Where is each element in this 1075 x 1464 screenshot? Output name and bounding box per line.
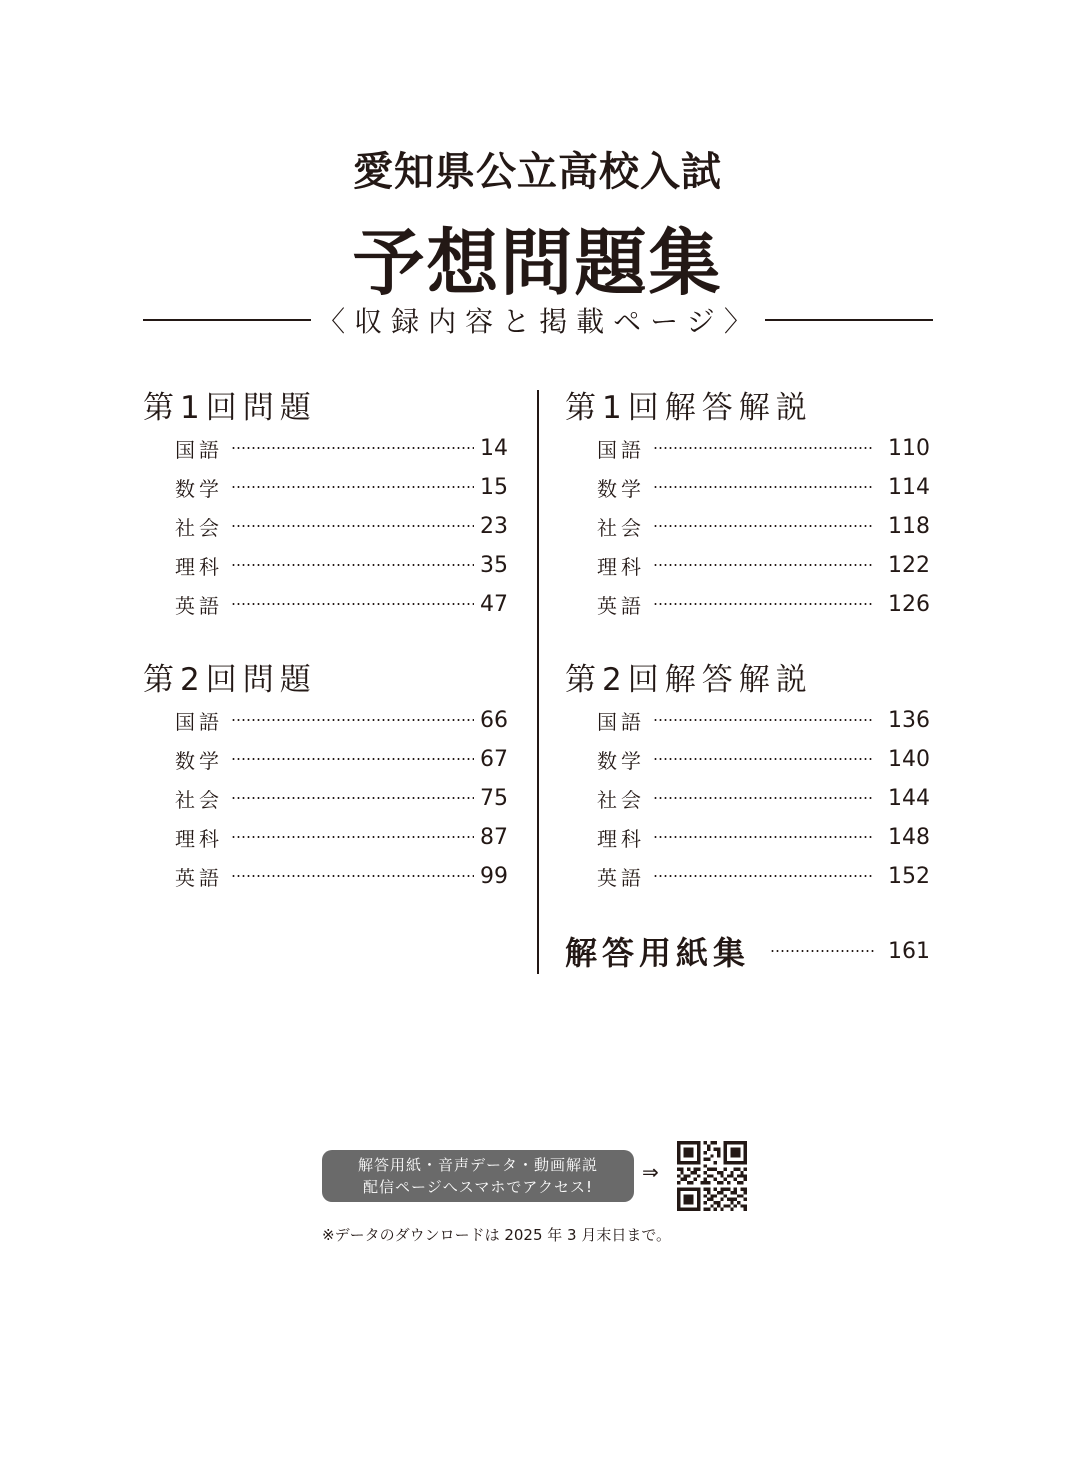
toc-subject: 社会 — [175, 787, 223, 812]
toc-subject: 英語 — [175, 593, 223, 618]
leader-dots — [231, 797, 474, 799]
leader-dots — [231, 564, 474, 566]
section-title: 第1回解答解説 — [565, 390, 813, 426]
toc-subject: 国語 — [175, 437, 223, 462]
leader-dots — [653, 447, 874, 449]
leader-dots — [231, 836, 474, 838]
answer-sheet-entry — [565, 928, 930, 974]
leader-dots — [770, 950, 874, 952]
toc-row — [175, 550, 508, 580]
toc-subject: 国語 — [597, 709, 645, 734]
toc-row — [597, 550, 930, 580]
toc-subject: 英語 — [597, 865, 645, 890]
toc-subject: 数学 — [175, 748, 223, 773]
toc-subject: 英語 — [175, 865, 223, 890]
toc-page: 23 — [480, 513, 508, 539]
right-section-1 — [565, 388, 931, 428]
toc-subject: 理科 — [175, 826, 223, 851]
section-title: 第1回問題 — [143, 390, 317, 426]
toc-subject: 理科 — [175, 554, 223, 579]
toc-page: 114 — [888, 474, 930, 500]
toc-row — [175, 783, 508, 813]
toc-row — [175, 822, 508, 852]
column-divider — [537, 390, 539, 974]
left-section-1 — [143, 388, 509, 428]
toc-page: 87 — [480, 824, 508, 850]
toc-row — [175, 744, 508, 774]
leader-dots — [231, 525, 474, 527]
toc-row — [175, 705, 508, 735]
title-small: 愛知県公立高校入試 — [353, 149, 722, 195]
section-title: 第2回問題 — [143, 662, 317, 698]
banner-line-2: 配信ページへスマホでアクセス! — [363, 1178, 593, 1196]
toc-page: 118 — [888, 513, 930, 539]
leader-dots — [653, 603, 874, 605]
toc-page: 15 — [480, 474, 508, 500]
left-section-1-list — [175, 433, 508, 619]
toc-row — [175, 511, 508, 541]
toc-subject: 理科 — [597, 554, 645, 579]
toc-page: 99 — [480, 863, 508, 889]
banner-line-1: 解答用紙・音声データ・動画解説 — [357, 1156, 598, 1174]
section-title: 第2回解答解説 — [565, 662, 813, 698]
heading-rule-left — [143, 319, 311, 321]
answer-sheet-page: 161 — [888, 938, 930, 964]
left-section-2-list — [175, 705, 508, 891]
toc-page: 126 — [888, 591, 930, 617]
toc-page: 122 — [888, 552, 930, 578]
leader-dots — [231, 603, 474, 605]
toc-page: 140 — [888, 746, 930, 772]
right-section-2-list — [597, 705, 930, 891]
toc-page: 14 — [480, 435, 508, 461]
toc-row — [597, 511, 930, 541]
toc-row — [175, 433, 508, 463]
leader-dots — [653, 525, 874, 527]
toc-page: 148 — [888, 824, 930, 850]
toc-subject: 国語 — [175, 709, 223, 734]
leader-dots — [653, 719, 874, 721]
title-large: 予想問題集 — [352, 221, 723, 305]
answer-sheet-label: 解答用紙集 — [565, 934, 751, 972]
toc-page: 66 — [480, 707, 508, 733]
toc-row — [597, 705, 930, 735]
leader-dots — [231, 486, 474, 488]
toc-page: 144 — [888, 785, 930, 811]
right-section-2 — [565, 660, 931, 700]
toc-row — [597, 589, 930, 619]
toc-page: 136 — [888, 707, 930, 733]
heading-rule-right — [765, 319, 933, 321]
leader-dots — [653, 836, 874, 838]
leader-dots — [653, 486, 874, 488]
leader-dots — [231, 758, 474, 760]
toc-row — [597, 861, 930, 891]
download-deadline-note: ※データのダウンロードは 2025 年 3 月末日まで。 — [322, 1226, 672, 1244]
leader-dots — [653, 758, 874, 760]
leader-dots — [653, 875, 874, 877]
toc-row — [597, 822, 930, 852]
toc-row — [175, 589, 508, 619]
leader-dots — [231, 447, 474, 449]
toc-subject: 社会 — [597, 787, 645, 812]
toc-subject: 数学 — [175, 476, 223, 501]
left-section-2 — [143, 660, 509, 700]
toc-page: 110 — [888, 435, 930, 461]
toc-row — [175, 472, 508, 502]
toc-page: 35 — [480, 552, 508, 578]
toc-subject: 社会 — [597, 515, 645, 540]
leader-dots — [653, 797, 874, 799]
leader-dots — [231, 719, 474, 721]
contents-heading — [143, 298, 933, 342]
toc-row — [175, 861, 508, 891]
toc-subject: 理科 — [597, 826, 645, 851]
leader-dots — [231, 875, 474, 877]
toc-page: 152 — [888, 863, 930, 889]
contents-subtitle: 〈収録内容と掲載ページ〉 — [317, 305, 761, 338]
toc-subject: 数学 — [597, 476, 645, 501]
toc-row — [597, 744, 930, 774]
leader-dots — [653, 564, 874, 566]
toc-subject: 数学 — [597, 748, 645, 773]
toc-subject: 国語 — [597, 437, 645, 462]
download-banner — [322, 1150, 634, 1202]
toc-row — [597, 783, 930, 813]
toc-page: 67 — [480, 746, 508, 772]
toc-page: 75 — [480, 785, 508, 811]
toc-row — [597, 433, 930, 463]
toc-page: 47 — [480, 591, 508, 617]
arrow-icon: ⇒ — [642, 1160, 659, 1184]
qr-code-icon[interactable] — [677, 1141, 747, 1211]
toc-row — [597, 472, 930, 502]
toc-subject: 社会 — [175, 515, 223, 540]
toc-subject: 英語 — [597, 593, 645, 618]
right-section-1-list — [597, 433, 930, 619]
